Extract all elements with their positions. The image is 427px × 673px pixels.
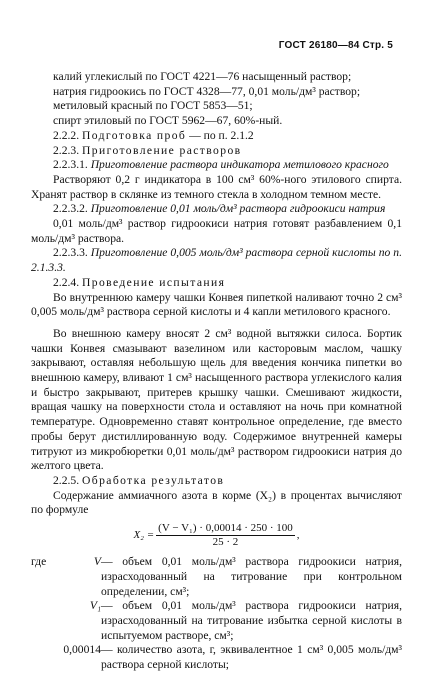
definition-item [31,599,402,643]
section-2-2-3 [31,144,402,159]
section-title: Приготовление 0,005 моль/дм³ раствора серной кислоты по п. 2.1.3.3. [31,246,402,275]
section-number: 2.2.3. [53,143,80,157]
paragraph: Во внутреннюю камеру чашки Конвея пипеткой наливают точно 2 см³ 0,005 моль/дм³ раствора серной кислоты и 4 капли метилового красного. [31,290,402,319]
section-2-2-3-1 [31,158,402,173]
where-word: где [31,555,47,569]
formula-lhs: X₂ = [133,529,155,542]
definition-text: — количество азота, г, эквивалентное 1 см³ 0,005 моль/дм³ раствора серной кислоты; [101,643,402,672]
section-number: 2.2.5. [53,473,80,487]
section-title: Обработка результатов [82,473,225,487]
definition-symbol: V [93,555,101,569]
document-body [31,70,402,673]
section-2-2-4 [31,276,402,291]
definitions [31,555,402,673]
section-2-2-5 [31,474,402,489]
section-2-2-2 [31,129,402,144]
section-2-2-3-3 [31,246,402,275]
section-title: Приготовление растворов [82,143,242,157]
page-header: ГОСТ 26180—84 Стр. 5 [278,40,393,51]
reagent-list [31,70,402,129]
section-number: 2.2.3.3. [53,246,88,260]
reagent-item: калий углекислый по ГОСТ 4221—76 насыщенный раствор; [53,70,352,83]
section-text: Растворяют 0,2 г индикатора в 100 см³ 60%-ного этилового спирта. Хранят раствор в склянке из темного стекла в холодном темном месте. [31,172,402,201]
definition-text: — объем 0,01 моль/дм³ раствора гидроокиси натрия, израсходованный на титрование при контрольном определении, см³; [101,555,402,598]
paragraph: Содержание аммиачного азота в корме (X₂) в процентах вычисляют по формуле [31,488,402,517]
paragraph: Во внешнюю камеру вносят 2 см³ водной вытяжки силоса. Бортик чашки Конвея смазывают вазелином или касторовым маслом, чашку закрывают, оставляя небольшую щель для введения кончика пипетки во внешнюю камеру, вливают 1 см³ насыщенного раствора углекислого калия и быстро закрывают, притерев крышку чашки. Смешивают жидкости, вращая чашку на поверхности стола и оставляют на ночь при комнатной температуре. Одновременно ставят контрольное определение, где вместо пробы берут дистиллированную воду. Содержимое внутренней камеры титруют из микробюретки 0,01 моль/дм³ раствором гидроокиси натрия до желтого цвета. [31,326,402,473]
section-number: 2.2.3.1. [53,158,88,172]
definition-symbol: V₁ [89,599,101,613]
formula [31,522,402,549]
definition-item [31,555,402,599]
section-title: Приготовление 0,01 моль/дм³ раствора гидроокиси натрия [90,202,386,216]
section-title: Приготовление раствора индикатора метилового красного [90,158,389,172]
formula-numerator: (V − V₁) · 0,00014 · 250 · 100 [158,522,293,535]
section-title: Подготовка проб [82,128,187,142]
section-title: Проведение испытания [82,275,226,289]
section-number: 2.2.2. [53,128,80,142]
section-text: 0,01 моль/дм³ раствор гидроокиси натрия готовят разбавлением 0,1 моль/дм³ раствора. [31,217,402,245]
section-number: 2.2.4. [53,275,80,289]
reagent-item: спирт этиловый по ГОСТ 5962—67, 60%-ный. [53,114,283,128]
formula-tail: , [296,529,300,542]
section-tail: — по п. 2.1.2 [189,128,254,142]
definition-item [31,643,402,672]
definition-text: — объем 0,01 моль/дм³ раствора гидроокиси натрия, израсходованный на титрование избытка серной кислоты в испытуемом растворе, см³; [101,599,402,642]
section-2-2-3-2 [31,202,402,217]
formula-denominator: 25 · 2 [212,536,239,549]
reagent-item: натрия гидроокись по ГОСТ 4328—77, 0,01 моль/дм³ раствор; [53,84,361,98]
definition-symbol: 0,00014 [63,643,101,657]
section-number: 2.2.3.2. [53,202,88,216]
reagent-item: метиловый красный по ГОСТ 5853—51; [53,99,253,113]
